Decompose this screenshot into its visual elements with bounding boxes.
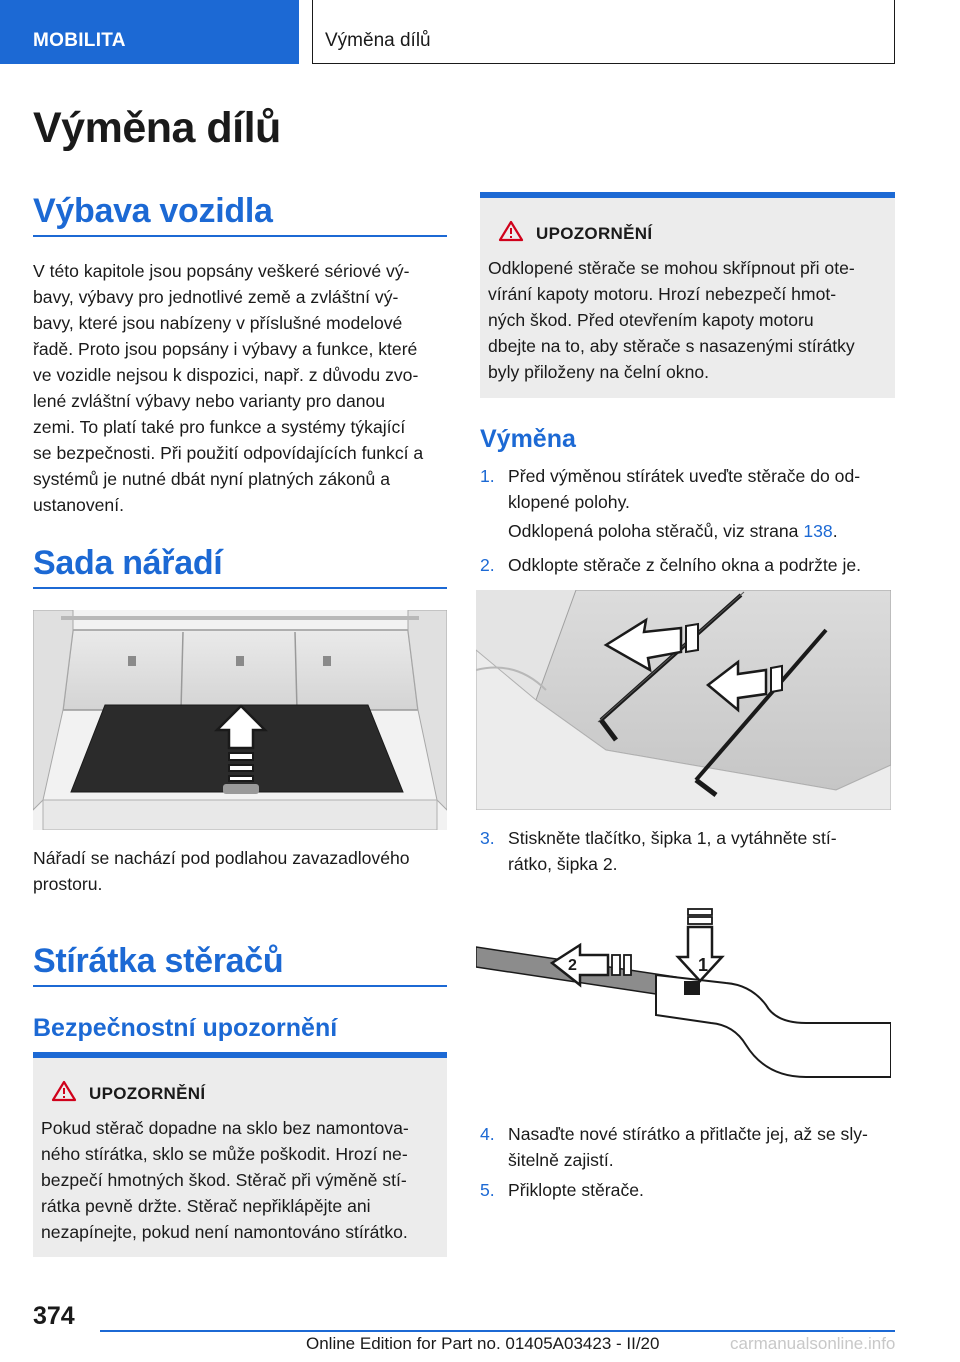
step-5: 5. Přiklopte stěrače.	[480, 1180, 644, 1200]
heading-rule	[33, 235, 447, 237]
wiper-blade-illustration	[476, 905, 891, 1110]
step-1-reference: Odklopená poloha stěračů, viz strana 138.	[508, 521, 838, 541]
warning-box	[33, 1052, 447, 1257]
warning-text: Pokud stěrač dopadne na sklo bez namontova- ného stírátka, sklo se může poškodit. Hrozí ne- bezpečí hmotných škod. Stěrač při výměně stí- rátka pevně držte. Stěrač nepřiklápějte ani nezapínejte, pokud není namontováno stírátko.	[41, 1118, 409, 1242]
trunk-illustration	[33, 610, 447, 830]
sada-caption: Nářadí se nachází pod podlahou zavazadlového prostoru.	[33, 848, 410, 894]
step-3: 3. Stiskněte tlačítko, šipka 1, a vytáhněte stí- rátko, šipka 2.	[480, 828, 837, 874]
page-number: 374	[33, 1302, 75, 1330]
warning-title: UPOZORNĚNÍ	[536, 223, 653, 243]
heading-sada: Sada nářadí	[33, 544, 223, 582]
footer-edition: Online Edition for Part no. 01405A03423 - II/20	[306, 1334, 660, 1353]
warning-title: UPOZORNĚNÍ	[89, 1083, 206, 1103]
vybava-paragraph: V této kapitole jsou popsány veškeré sériové vý- bavy, výbavy pro jednotlivé země a zvláštní vý- bavy, které jsou nabízeny v příslušné modelové řadě. Proto jsou popsány i výbavy a funkce, které ve vozidle nejsou k dispozici, např. z důvodu zvo- lené zvláštní výbavy nebo varianty pro danou zemi. To platí také pro funkce a systémy týkající se bezpečnosti. Při použití odpovídajících funkcí a systémů je nutné dbát nyní platných zákonů a ustanovení.	[33, 261, 424, 515]
warning-box-right	[480, 192, 895, 398]
heading-vybava: Výbava vozidla	[33, 192, 273, 230]
subheading-safety: Bezpečnostní upozornění	[33, 1014, 338, 1042]
step-2: 2. Odklopte stěrače z čelního okna a podržte je.	[480, 555, 862, 575]
heading-stiratka: Stírátka stěračů	[33, 942, 284, 980]
step-4: 4. Nasaďte nové stírátko a přitlačte jej, až se sly- šitelně zajistí.	[480, 1124, 868, 1170]
callout-1: 1	[698, 955, 709, 975]
section-tab: MOBILITA	[0, 0, 299, 64]
page-link[interactable]: 138	[803, 521, 833, 541]
footer-watermark: carmanualsonline.info	[730, 1334, 896, 1353]
page-title: Výměna dílů	[33, 104, 281, 152]
footer-rule	[100, 1330, 895, 1332]
heading-rule	[33, 985, 447, 987]
step-1: 1. Před výměnou stírátek uveďte stěrače do od- klopené polohy.	[480, 466, 861, 512]
callout-2: 2	[568, 957, 577, 974]
header-bar	[312, 0, 895, 64]
warning-text: Odklopené stěrače se mohou skřípnout při ote- vírání kapoty motoru. Hrozí nebezpečí hmot- ných škod. Před otevřením kapoty motoru dbejte na to, aby stěrače s nasazenými stírátky byly přiloženy na čelní okno.	[488, 258, 855, 382]
warning-triangle-icon	[498, 220, 524, 247]
heading-vymena: Výměna	[480, 425, 576, 453]
heading-rule	[33, 587, 447, 589]
windshield-illustration	[476, 590, 891, 810]
header-title: Výměna dílů	[325, 30, 431, 51]
warning-triangle-icon	[51, 1080, 77, 1107]
